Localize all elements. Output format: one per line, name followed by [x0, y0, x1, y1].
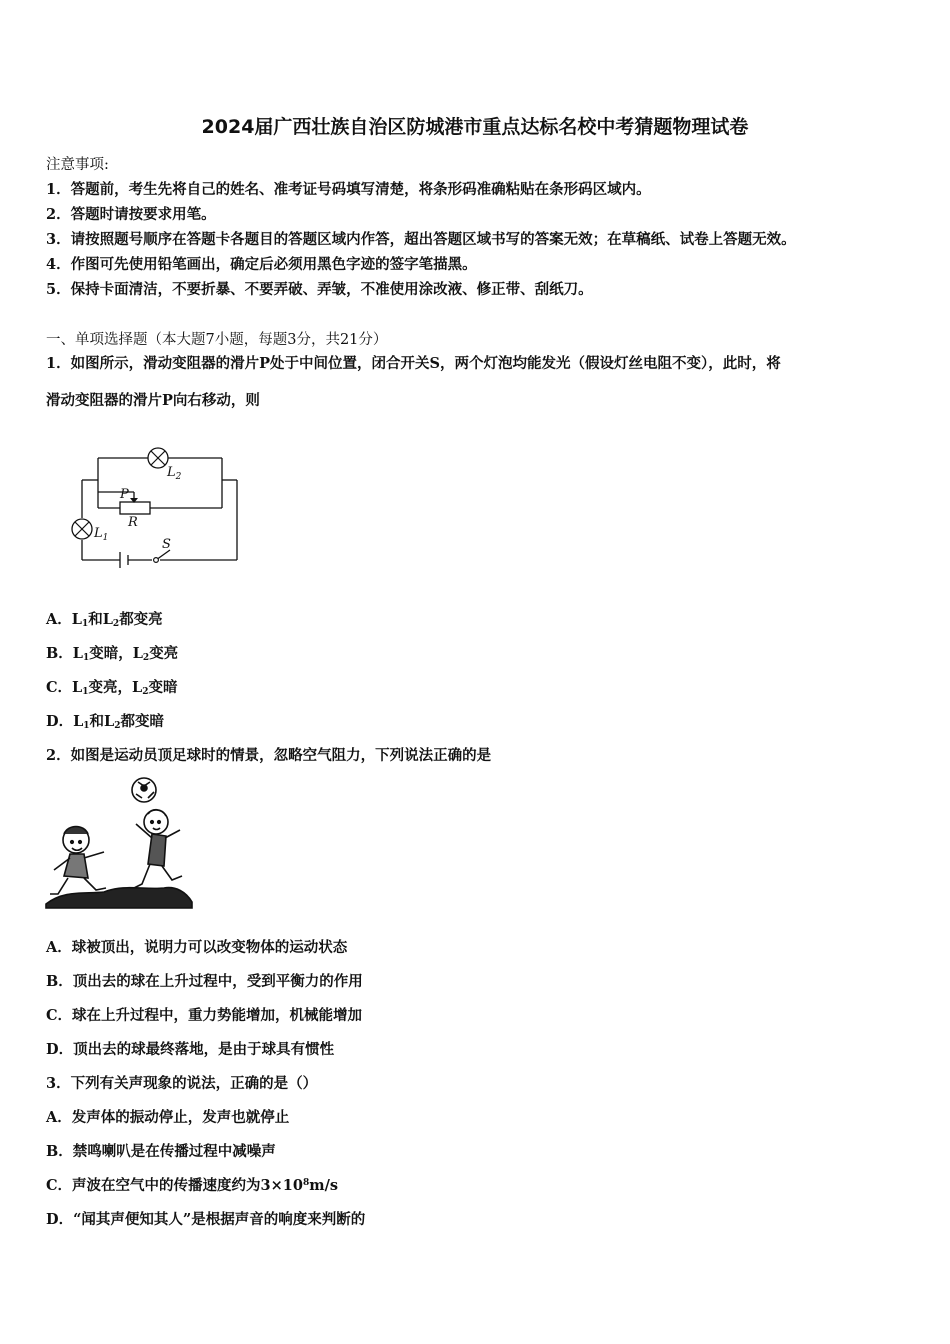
- notice-item: 3．请按照题号顺序在答题卡各题目的答题区域内作答，超出答题区域书写的答案无效；在草稿纸、试卷上答题无效。: [46, 231, 796, 248]
- q1-option-b: B．$L_1$变暗，$L_2$变亮: [46, 645, 179, 663]
- label-l2: $L_2$: [167, 465, 182, 482]
- notice-item: 1．答题前，考生先将自己的姓名、准考证号码填写清楚，将条形码准确粘贴在条形码区域内。: [46, 181, 651, 198]
- q2-option-b: B．顶出去的球在上升过程中，受到平衡力的作用: [46, 973, 363, 990]
- notice-item: 5．保持卡面清洁，不要折暴、不要弄破、弄皱，不准使用涂改液、修正带、刮纸刀。: [46, 281, 593, 298]
- q3-option-a: A．发声体的振动停止，发声也就停止: [46, 1109, 290, 1126]
- section-heading: 一、单项选择题（本大题7小题，每题3分，共21分）: [46, 332, 388, 348]
- q3-option-b: B．禁鸣喇叭是在传播过程中减噪声: [46, 1143, 276, 1160]
- circuit-diagram: [62, 440, 252, 580]
- label-p: P: [120, 487, 129, 502]
- q1-option-c: C．$L_1$变亮，$L_2$变暗: [46, 679, 178, 697]
- notice-item: 4．作图可先使用铅笔画出，确定后必须用黑色字迹的签字笔描黑。: [46, 256, 477, 273]
- q2-option-d: D．顶出去的球最终落地，是由于球具有惯性: [46, 1041, 335, 1058]
- label-l1: $L_1$: [94, 526, 109, 543]
- rheostat-symbol: [120, 502, 150, 514]
- q3-option-c: C．声波在空气中的传播速度约为$3\times 10^8m/s$: [46, 1177, 339, 1194]
- lamp-l2-icon: [148, 448, 168, 468]
- switch-contact: [154, 558, 159, 563]
- lamp-l1-icon: [72, 519, 92, 539]
- soccer-heading-illustration: [44, 772, 194, 912]
- q1-option-d: D．$L_1$和$L_2$都变暗: [46, 713, 165, 731]
- notice-heading: 注意事项:: [46, 157, 109, 173]
- label-r: R: [128, 515, 138, 530]
- question-1-stem-line-2: 滑动变阻器的滑片P向右移动，则: [46, 392, 260, 409]
- page-title: 2024届广西壮族自治区防城港市重点达标名校中考猜题物理试卷: [201, 116, 749, 138]
- notice-item: 2．答题时请按要求用笔。: [46, 206, 216, 223]
- q1-option-a: A．$L_1$和$L_2$都变亮: [46, 611, 163, 629]
- question-1-stem-line-1: 1．如图所示，滑动变阻器的滑片P处于中间位置，闭合开关S，两个灯泡均能发光（假设灯丝电阻不变），此时，将: [46, 355, 781, 372]
- q2-option-a: A．球被顶出，说明力可以改变物体的运动状态: [46, 939, 348, 956]
- label-s: S: [162, 537, 171, 552]
- question-3-stem: 3．下列有关声现象的说法，正确的是（）: [46, 1075, 318, 1092]
- q3-option-d: D．“闻其声便知其人”是根据声音的响度来判断的: [46, 1211, 366, 1228]
- q2-option-c: C．球在上升过程中，重力势能增加，机械能增加: [46, 1007, 363, 1024]
- question-2-stem: 2．如图是运动员顶足球时的情景，忽略空气阻力，下列说法正确的是: [46, 747, 492, 764]
